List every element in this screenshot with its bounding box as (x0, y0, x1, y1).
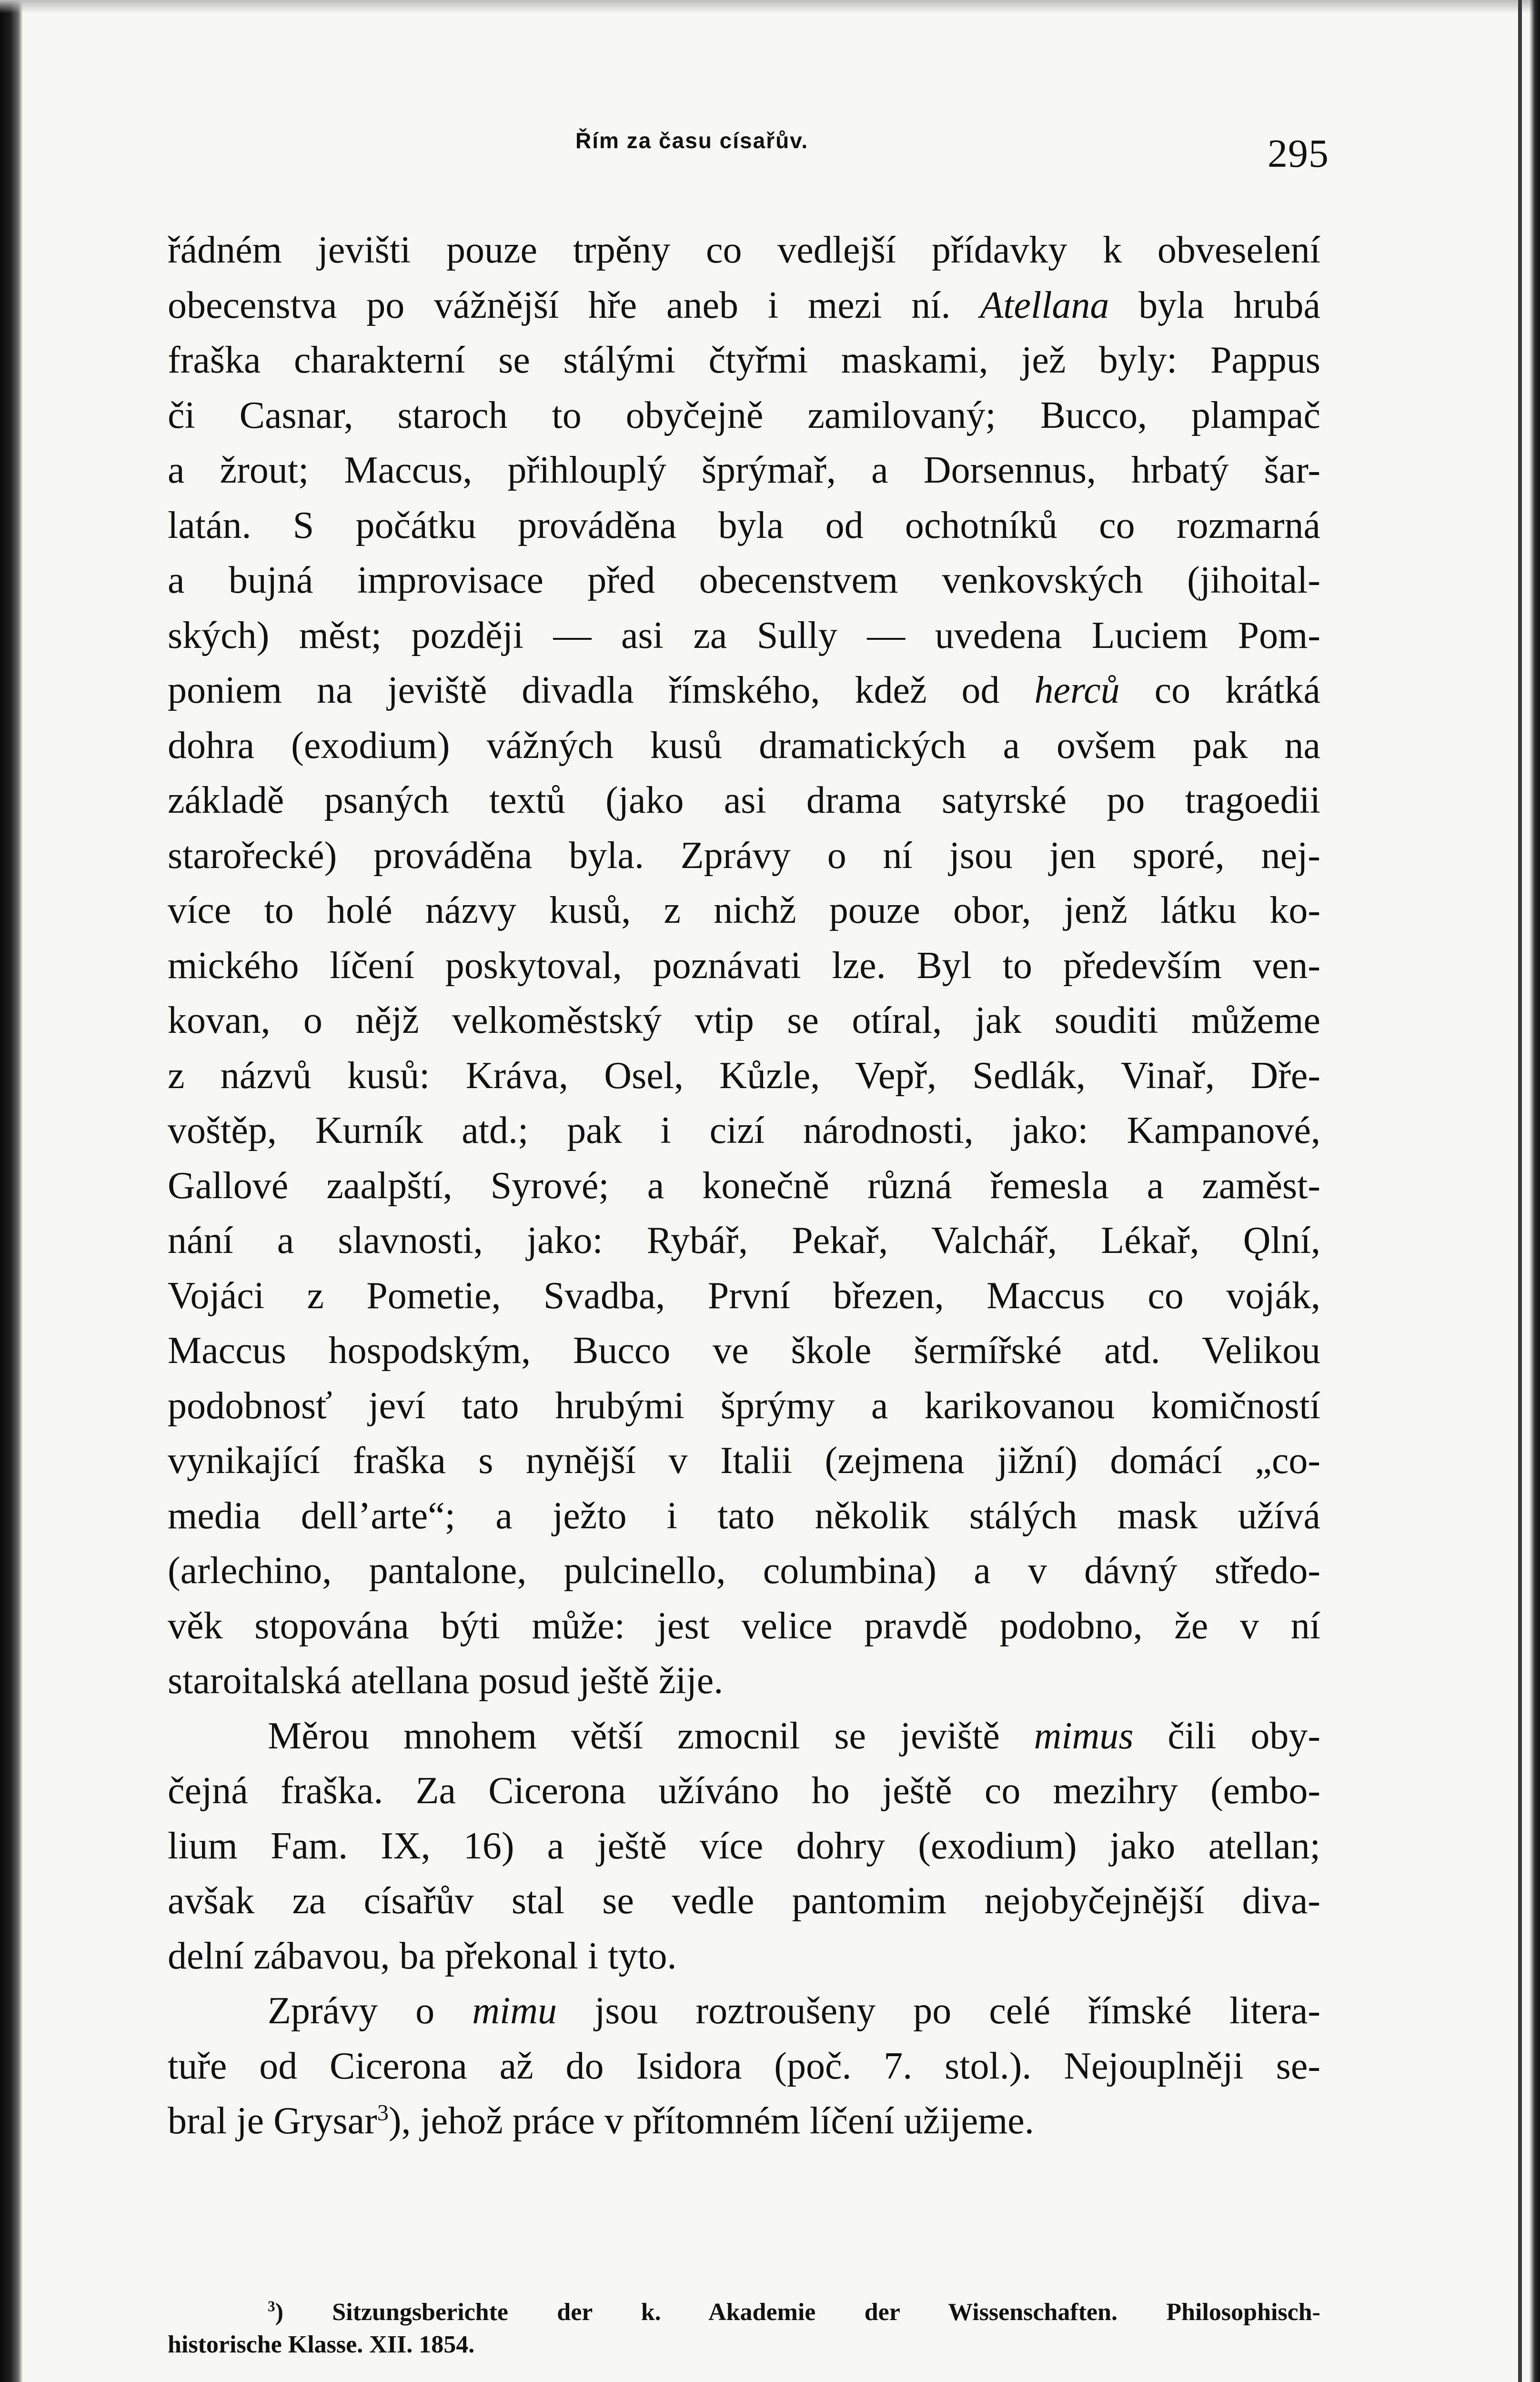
footnote-marker: 3 (268, 2298, 275, 2315)
text-line: voštěp, Kurník atd.; pak i cizí národnosti, jako: Kampanové, (168, 1110, 1320, 1151)
footnote (168, 2296, 1320, 2361)
book-page (168, 0, 1329, 2382)
text-line: fraška charakterní se stálými čtyřmi maskami, jež byly: Pappus (168, 339, 1320, 381)
text-line: základě psaných textů (jako asi drama satyrské po tragoedii (168, 779, 1320, 821)
text-line: ských) měst; později — asi za Sully — uvedena Luciem Pom- (168, 614, 1320, 656)
text-line: mického líčení poskytoval, poznávati lze. Byl to především ven- (168, 944, 1320, 987)
text-line: bral je Grysar$^3$), jehož práce v přítomném líčení užijeme. (168, 2100, 1034, 2142)
text-line: řádném jevišti pouze trpěny co vedlejší přídavky k obveselení (168, 229, 1320, 271)
footnote-reference: 3 (377, 2100, 389, 2126)
text-line: podobnosť jeví tato hrubými šprýmy a karikovanou komičností (168, 1384, 1320, 1427)
text-line: nání a slavnosti, jako: Rybář, Pekař, Valchář, Lékař, Ǫlní, (168, 1220, 1320, 1262)
body-text (168, 223, 1320, 2149)
text-line: avšak za císařův stal se vedle pantomim nejobyčejnější diva- (168, 1880, 1320, 1922)
italic-atellana: Atellana (980, 284, 1109, 326)
text-line: čejná fraška. Za Cicerona užíváno ho ještě co mezihry (embo- (168, 1770, 1320, 1812)
text-line: z názvů kusů: Kráva, Osel, Kůzle, Vepř, Sedlák, Vinař, Dře- (168, 1054, 1320, 1097)
text-line: a bujná improvisace před obecenstvem venkovských (jihoital- (168, 559, 1320, 601)
text-line: staroitalská atellana posud ještě žije. (168, 1660, 724, 1702)
text-line: věk stopována býti může: jest velice pravdě podobno, že v ní (168, 1605, 1320, 1647)
text-line: latán. S počátku prováděna byla od ochotníků co rozmarná (168, 504, 1320, 546)
paragraph-first-line: Zprávy o mimu jsou roztroušeny po celé římské litera- (268, 1990, 1320, 2032)
text-line: Vojáci z Pometie, Svadba, První březen, Maccus co voják, (168, 1274, 1320, 1317)
text-line: (arlechino, pantalone, pulcinello, columbina) a v dávný středo- (168, 1550, 1320, 1592)
text-line: obecenstva po vážnější hře aneb i mezi ní. Atellana byla hrubá (168, 284, 1320, 326)
paragraph-first-line: Měrou mnohem větší zmocnil se jeviště mimus čili oby- (268, 1715, 1321, 1757)
text-line: poniem na jeviště divadla římského, kdež od herců co krátká (168, 669, 1321, 711)
text-line: vynikající fraška s nynější v Italii (zejmena jižní) domácí „co- (168, 1440, 1320, 1482)
italic-mimus: mimus (1034, 1715, 1134, 1757)
text-line: Gallové zaalpští, Syrové; a konečně různá řemesla a zaměst- (168, 1164, 1320, 1207)
text-line: starořecké) prováděna byla. Zprávy o ní jsou jen sporé, nej- (168, 834, 1320, 877)
text-line: a žrout; Maccus, přihlouplý šprýmař, a Dorsennus, hrbatý šar- (168, 449, 1320, 491)
text-line: Maccus hospodským, Bucco ve škole šermířské atd. Velikou (168, 1330, 1320, 1372)
italic-hercu: herců (1034, 669, 1120, 711)
footnote-line: historische Klasse. XII. 1854. (168, 2331, 475, 2358)
text-line: media dell’arte“; a ježto i tato několik stálých mask užívá (168, 1494, 1320, 1537)
text-line: tuře od Cicerona až do Isidora (poč. 7. stol.). Nejouplněji se- (168, 2045, 1320, 2087)
page-edge-line (1518, 0, 1522, 2382)
text-line: více to holé názvy kusů, z nichž pouze obor, jenž látku ko- (168, 889, 1320, 931)
footnote-line: $^3$) Sitzungsberichte der k. Akademie der Wissenschaften. Philosophisch- (268, 2298, 1320, 2326)
running-title: Řím za času císařův. (575, 128, 809, 153)
page-number: 295 (1268, 131, 1329, 176)
italic-mimu: mimu (472, 1990, 557, 2032)
text-line: delní zábavou, ba překonal i tyto. (168, 1935, 677, 1977)
running-head (168, 128, 1329, 176)
text-line: kovan, o nějž velkoměstský vtip se otíral, jak souditi můžeme (168, 999, 1320, 1041)
page-spine-shadow (0, 0, 23, 2382)
text-line: či Casnar, staroch to obyčejně zamilovaný; Bucco, plampač (168, 394, 1320, 436)
text-line: lium Fam. IX, 16) a ještě více dohry (exodium) jako atellan; (168, 1825, 1320, 1867)
page-right-edge (1530, 0, 1540, 2382)
text-line: dohra (exodium) vážných kusů dramatických a ovšem pak na (168, 724, 1320, 767)
